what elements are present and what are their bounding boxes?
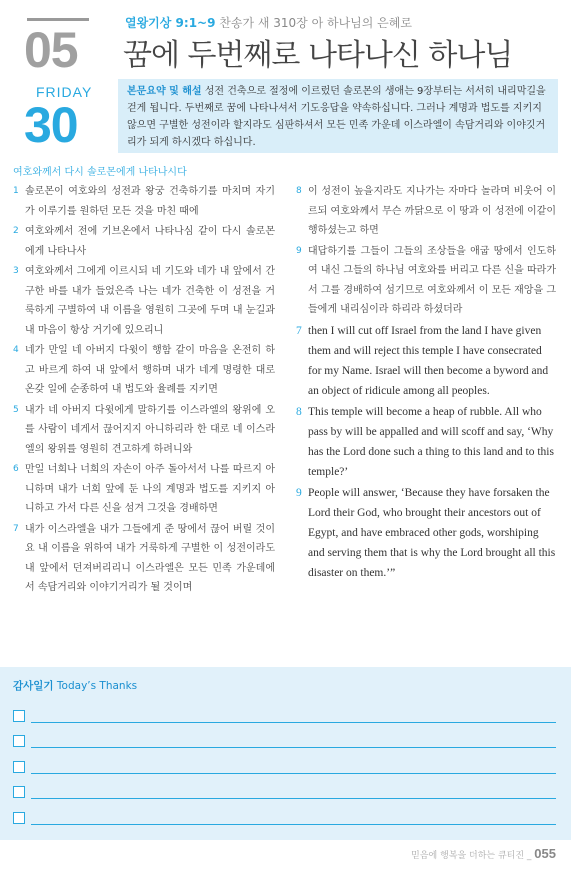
page-number: 055 [534,846,556,861]
verse-text: 대답하기를 그들이 그들의 조상들을 애굽 땅에서 인도하여 내신 그들의 하나님 여호와를 버리고 다른 신을 따라가서 그를 경배하여 섬기므로 여호와께서 이 모든 재앙을 그들에게 내리심이라 하리라 하셨더라 [308,245,556,315]
date-month: 05 [24,22,78,78]
verse-number: 5 [13,404,19,415]
thanks-title [13,678,137,694]
verse-number: 2 [13,226,19,236]
verse-number: 8 [296,405,302,418]
verse-text: then I will cut off Israel from the land I have given them and will reject this temple I have consecrated for my Name. Israel will then become a byword and an object of ridicule among all peoples. [308,324,549,397]
verse-text: 내가 네 아버지 다윗에게 말하기를 이스라엘의 왕위에 오를 사람이 네게서 끊어지지 아니하리라 한 대로 네 이스라엘의 왕위를 영원히 견고하게 하려니와 [25,404,275,455]
checkbox[interactable] [13,761,25,773]
write-line[interactable] [31,773,556,774]
verse [13,341,275,400]
date-day: 30 [24,97,78,153]
verse [296,242,556,320]
verse [13,460,275,519]
verse-number: 4 [13,345,19,355]
checkbox[interactable] [13,710,25,722]
verse [13,182,275,221]
thanks-entry[interactable] [13,812,556,826]
verse-text: 네가 만일 네 아버지 다윗이 행함 같이 마음을 온전히 하고 바르게 하여 내 앞에서 행하며 내가 네게 명령한 대로 온갖 일에 순종하여 내 법도와 율례를 지키면 [25,345,275,395]
summary-body: 성전 건축으로 절정에 이르렀던 솔로몬의 생애는 9장부터는 서서히 내리막길을 걷게 됩니다. 두번째로 꿈에 나타나셔서 기도응답을 약속하십니다. 그러나 계명과 법도를 지키지 않으면 구별한 성전이라 할지라도 심판하셔서 모든 민족 가운데 이스라엘이 속담거리와 이야깃거리가 되게 하시겠다 하십니다. [127,86,546,148]
summary-text [127,83,553,151]
verse [13,520,275,598]
thanks-title-korean: 감사일기 [13,680,54,692]
verse [13,401,275,460]
verses-left-column [13,182,275,599]
write-line[interactable] [31,722,556,723]
verse-english [296,483,556,583]
verses-right-column [296,182,556,584]
verse-text: 솔로몬이 여호와의 성전과 왕궁 건축하기를 마치며 자기가 이루기를 원하던 모든 것을 마친 때에 [25,186,275,217]
thanks-entry[interactable] [13,735,556,749]
write-line[interactable] [31,747,556,748]
date-rule [27,18,89,21]
verse-number: 7 [13,523,19,534]
checkbox[interactable] [13,735,25,747]
write-line[interactable] [31,798,556,799]
verse-number: 3 [13,266,19,276]
checkbox[interactable] [13,786,25,798]
verse [13,262,275,340]
footer-text: 믿음에 행복을 더하는 큐티진 _ [411,851,535,861]
summary-label: 본문요약 및 해설 [127,86,202,97]
verse-text: 여호와께서 그에게 이르시되 네 기도와 네가 내 앞에서 간구한 바를 내가 들었은즉 나는 네가 건축한 이 성전을 거룩하게 구별하여 내 이름을 영원히 그곳에 두며 내 눈길과 내 마음이 항상 거기에 있으리니 [25,266,275,336]
checkbox[interactable] [13,812,25,824]
verse-text: 만일 너희나 너희의 자손이 아주 돌아서서 나를 따르지 아니하며 내가 너희 앞에 둔 나의 계명과 법도를 지키지 아니하고 가서 다른 신을 섬겨 그것을 경배하면 [25,464,275,514]
verse-text: 여호와께서 전에 기브온에서 나타나심 같이 다시 솔로몬에게 나타나사 [25,226,275,257]
thanks-entry[interactable] [13,786,556,800]
verse-number: 8 [296,186,302,196]
verse [296,182,556,241]
write-line[interactable] [31,824,556,825]
verse-number: 1 [13,186,19,196]
date-weekday: FRIDAY [36,84,93,100]
verse [13,222,275,261]
verse-text: 이 성전이 높을지라도 지나가는 자마다 놀라며 비웃어 이르되 여호와께서 무슨 까닭으로 이 땅과 이 성전에 이같이 행하셨는고 하면 [308,186,556,236]
verse-english [296,321,556,401]
section-heading: 여호와께서 다시 솔로몬에게 나타나시다 [13,167,187,178]
hymn-reference: 찬송가 새 310장 아 하나님의 은혜로 [215,16,412,30]
thanks-entry[interactable] [13,761,556,775]
scripture-reference [125,15,412,31]
thanks-title-english: Today’s Thanks [53,680,138,692]
verse-text: This temple will become a heap of rubble. All who pass by will be appalled and will scoff and say, ‘Why has the Lord done such a thing to this land and to this temple?’ [308,405,554,478]
verse-number: 9 [296,245,302,256]
page-footer [411,846,556,864]
verse-text: 내가 이스라엘을 내가 그들에게 준 땅에서 끊어 버릴 것이요 내 이름을 위하여 내가 거룩하게 구별한 이 성전이라도 내 앞에서 던져버리리니 이스라엘은 모든 민족 가운데에서 속담거리와 이야기거리가 될 것이며 [25,523,275,593]
verse-number: 7 [296,324,302,337]
scripture-source: 열왕기상 9:1~9 [125,16,216,30]
thanks-entry[interactable] [13,710,556,724]
verse-text: People will answer, ‘Because they have forsaken the Lord their God, who brought their ancestors out of Egypt, and have embraced other gods, worshiping and serving them that is why the Lord brought all this disaster on them.’” [308,486,556,579]
verse-number: 6 [13,464,19,474]
page-title: 꿈에 두번째로 나타나신 하나님 [123,38,513,73]
verse-number: 9 [296,486,302,499]
verse-english [296,402,556,482]
